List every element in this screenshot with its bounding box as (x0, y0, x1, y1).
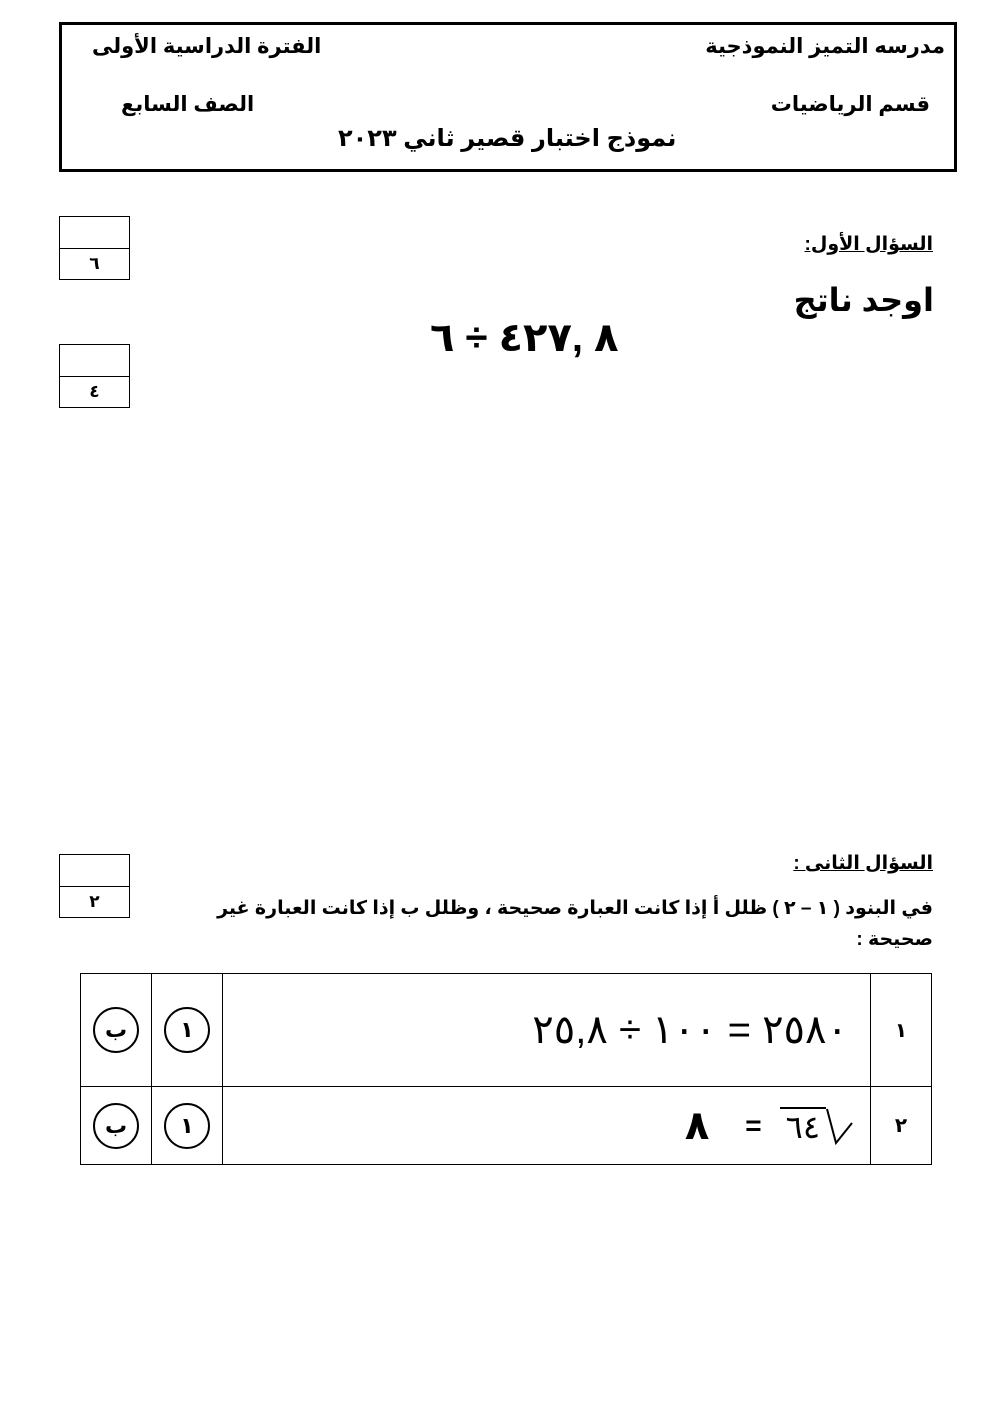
table-row (81, 974, 932, 1087)
score-box-q1-a (59, 216, 130, 280)
option-a-bubble[interactable]: ١ (164, 1103, 210, 1149)
division-expression: ٨ ,٤٢٧ ÷ ٦ (430, 316, 619, 360)
item-number: ١ (871, 974, 932, 1087)
table-row (81, 1087, 932, 1165)
option-b-bubble[interactable]: ب (93, 1007, 139, 1053)
question1-label: السؤال الأول: (804, 234, 933, 255)
score-box-q1-b (59, 344, 130, 408)
score-value: ٢ (89, 892, 100, 911)
question2-instruction: في البنود ( ١ – ٢ ) ظلل أ إذا كانت العبارة صحيحة ، وظلل ب إذا كانت العبارة غير صحيحة : (217, 898, 933, 950)
option-b-cell (81, 1087, 152, 1165)
item-number: ٢ (871, 1087, 932, 1165)
sqrt-icon (826, 1107, 854, 1147)
option-a-bubble[interactable]: ١ (164, 1007, 210, 1053)
sqrt-statement (685, 1103, 854, 1149)
score-value: ٤ (89, 382, 100, 401)
option-b-bubble[interactable]: ب (93, 1103, 139, 1149)
score-box-q2 (59, 854, 130, 918)
question1-prompt: اوجد ناتج (793, 282, 934, 318)
item-statement (223, 1087, 871, 1165)
exam-title: نموذج اختبار قصير ثاني ٢٠٢٣ (338, 125, 677, 152)
grade-label: الصف السابع (121, 93, 255, 116)
option-b-cell (81, 974, 152, 1087)
sqrt-result: ٨ (684, 1103, 710, 1148)
option-a-cell (152, 974, 223, 1087)
term-label: الفترة الدراسية الأولى (92, 35, 322, 58)
equals-sign: = (745, 1109, 762, 1141)
option-a-cell (152, 1087, 223, 1165)
score-value: ٦ (89, 254, 100, 273)
school-name: مدرسه التميز النموذجية (705, 35, 945, 58)
sqrt-radicand: ٦٤ (780, 1107, 826, 1145)
true-false-table (80, 973, 932, 1165)
department-label: قسم الرياضيات (770, 93, 930, 116)
item-statement: ٢٥٨٠ = ١٠٠ ÷ ٢٥,٨ (223, 974, 871, 1087)
question2-label: السؤال الثانى : (793, 853, 933, 874)
